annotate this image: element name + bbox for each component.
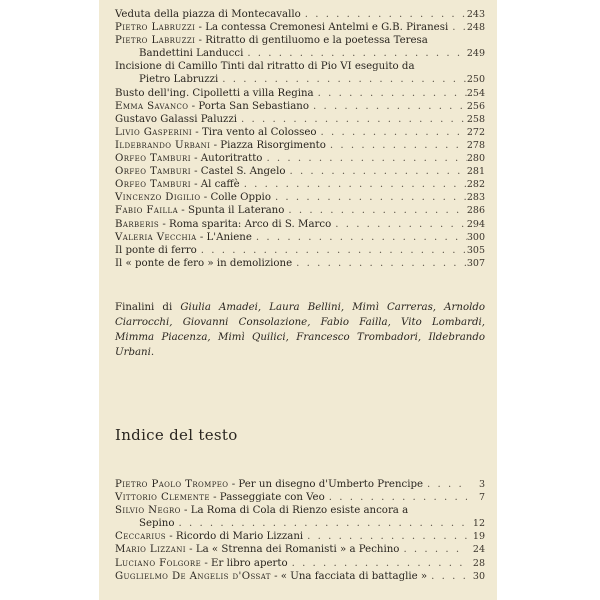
index-entry [115,191,485,204]
entry-page-number: 19 [472,531,485,543]
index-entry [115,557,485,570]
entry-line [115,504,485,517]
entry-continuation-line [115,73,485,86]
entry-author: Pietro Labruzzi [115,22,196,34]
entry-line [115,126,485,139]
entry-author: Guglielmo De Angelis d'Ossat [115,570,271,582]
index-entry [115,152,485,165]
entry-page-number: 294 [466,218,485,230]
entry-page-number: 283 [466,192,485,204]
entry-line [115,8,485,21]
entry-title: - Porta San Sebastiano [188,100,309,112]
entry-page-number: 281 [466,166,485,178]
entry-line [115,60,485,73]
entry-author: Livio Gasperini [115,126,193,138]
entry-text [115,478,423,491]
entry-page-number: 243 [466,9,485,20]
entry-text [115,8,301,21]
dot-leader [317,126,467,139]
entry-title: - La « Strenna dei Romanisti » a Pechino [185,544,400,556]
index-entry [115,8,485,21]
index-entry [115,34,485,60]
entry-text [115,543,399,556]
entry-author: Orfeo Tamburi [115,153,191,165]
entry-page-number: 258 [466,113,485,125]
entry-line [115,100,485,113]
entry-author: Orfeo Tamburi [115,166,191,178]
entry-line [115,152,485,165]
entry-page-number: 3 [478,479,485,490]
index-entry [115,126,485,139]
entry-line [115,139,485,152]
entry-author: Orfeo Tamburi [115,179,191,191]
entry-page-number: 254 [466,87,485,99]
entry-title: - La contessa Cremonesi Antelmi e G.B. Piranesi [195,22,449,34]
entry-page-number: 280 [466,153,485,165]
entry-text [115,491,325,504]
entry-line [115,178,485,191]
entry-page-number: 30 [472,570,485,582]
entry-author: Mario Lizzani [115,544,186,556]
entry-title: - Roma sparita: Arco di S. Marco [159,218,332,230]
entry-author: Silvio Negro [115,505,181,517]
index-entry [115,204,485,217]
entry-line [115,218,485,231]
entry-page-number: 24 [472,544,485,556]
entry-page-number: 12 [472,518,485,530]
index-entry [115,570,485,583]
entry-text [115,244,197,257]
entry-line [115,478,485,491]
dot-leader [285,165,466,178]
entry-author: Barberis [115,218,160,230]
entry-page-number: 248 [466,22,485,34]
entry-text [115,178,240,191]
entry-line [115,244,485,257]
entry-author: Emma Savanco [115,100,189,112]
entry-page-number: 7 [478,492,485,504]
dot-leader [288,557,467,570]
finalini-paragraph [115,300,485,360]
entry-line [115,21,485,34]
dot-leader [325,491,467,504]
finalini-names: Giulia Amadei, Laura Bellini, Mimì Carreras, Arnoldo Ciarrocchi, Giovanni Consolazione, Fabio Failla, Vito Lombardi, Mimma Piacenza, Mimì Quilici, Francesco Trombadori, Ildebrando Urbani. [115,302,485,358]
dot-leader [423,478,467,491]
book-page [99,0,497,600]
entry-line [115,257,485,270]
entry-text [115,218,331,231]
dot-leader [309,100,467,113]
entry-author: Pietro Paolo Trompeo [115,479,229,490]
text-index [115,478,485,583]
dot-leader [243,47,467,60]
entry-title: - L'Aniene [196,231,252,243]
entry-page-number: 249 [466,48,485,60]
entry-title: - Spunta il Laterano [178,205,285,217]
dot-leader [303,530,467,543]
entry-title: - Castel S. Angelo [190,166,286,178]
entry-continuation: Bandettini Landucci [139,48,244,60]
index-entry [115,87,485,100]
entry-text [115,557,288,570]
entry-author: Luciano Folgore [115,557,202,569]
dot-leader [331,218,467,231]
entry-line [115,570,485,583]
entry-author: Vincenzo Digilio [115,192,201,204]
entry-page-number: 300 [466,231,485,243]
entry-title: - Tira vento al Colosseo [192,126,317,138]
dot-leader [271,191,467,204]
index-entry [115,504,485,530]
entry-text [115,530,303,543]
index-entry [115,21,485,34]
dot-leader [301,8,467,21]
text-index-heading: Indice del testo [115,426,238,444]
entry-author: Ildebrando Urbani [115,139,211,151]
entry-author: Vittorio Clemente [115,492,210,504]
entry-line [115,113,485,126]
entry-title: - Er libro aperto [201,557,288,569]
dot-leader [314,87,467,100]
index-entry [115,60,485,86]
entry-page-number: 272 [466,126,485,138]
entry-line [115,87,485,100]
finalini-prefix: Finalini di [115,302,181,313]
entry-text [115,257,292,270]
entry-title: Busto dell'ing. Cipolletti a villa Regina [115,87,314,99]
entry-title: - Ricordo di Mario Lizzani [166,531,304,543]
entry-title: Il « ponte de fero » in demolizione [115,257,293,269]
entry-title: Il ponte di ferro [115,244,197,256]
entry-continuation-line [115,47,485,60]
index-entry [115,257,485,270]
entry-title: - Autoritratto [190,153,263,165]
entry-page-number: 305 [466,244,485,256]
entry-line [115,530,485,543]
entry-page-number: 307 [466,257,485,269]
dot-leader [448,21,467,34]
entry-text [115,191,271,204]
entry-line [115,543,485,556]
entry-line [115,191,485,204]
entry-continuation-line [115,517,485,530]
entry-text [115,139,326,152]
entry-page-number: 278 [466,139,485,151]
entry-text [115,87,314,100]
index-entry [115,218,485,231]
entry-author: Fabio Failla [115,205,179,217]
entry-text [115,504,408,517]
entry-title: Incisione di Camillo Tinti dal ritratto di Pio VI eseguito da [115,61,415,73]
entry-title: - Piazza Risorgimento [210,139,326,151]
index-entry [115,178,485,191]
dot-leader [326,139,467,152]
entry-page-number: 250 [466,74,485,86]
dot-leader [427,570,467,583]
entry-line [115,557,485,570]
entry-text [115,113,237,126]
dot-leader [284,204,466,217]
index-entry [115,113,485,126]
entry-text [115,165,285,178]
entry-page-number: 28 [472,557,485,569]
entry-author: Pietro Labruzzi [115,35,196,47]
index-entry [115,478,485,491]
dot-leader [197,244,467,257]
dot-leader [399,543,467,556]
index-entry [115,244,485,257]
entry-title: - Ritratto di gentiluomo e la poetessa Teresa [195,35,428,47]
index-entry [115,139,485,152]
entry-text [115,60,415,73]
index-entry [115,543,485,556]
entry-title: - « Una facciata di battaglie » [270,570,428,582]
entry-page-number: 282 [466,179,485,191]
entry-text [115,21,448,34]
illustrations-index [115,8,485,270]
entry-text [115,231,252,244]
index-entry [115,100,485,113]
entry-line [115,491,485,504]
entry-line [115,204,485,217]
dot-leader [240,178,467,191]
index-entry [115,491,485,504]
dot-leader [252,231,467,244]
index-entry [115,165,485,178]
entry-line [115,165,485,178]
entry-author: Ceccarius [115,531,167,543]
entry-title: - Colle Oppio [200,192,271,204]
entry-text [115,152,262,165]
entry-author: Valeria Vecchia [115,231,197,243]
entry-line [115,34,485,47]
dot-leader [292,257,467,270]
entry-text [115,204,284,217]
entry-page-number: 256 [466,100,485,112]
entry-text [115,570,427,583]
entry-text [115,100,309,113]
dot-leader [237,113,467,126]
dot-leader [262,152,466,165]
entry-title: - Passeggiate con Veo [209,492,325,504]
entry-title: Veduta della piazza di Montecavallo [115,9,301,20]
entry-text [115,126,317,139]
entry-line [115,231,485,244]
index-entry [115,530,485,543]
entry-continuation: Pietro Labruzzi [139,74,219,86]
dot-leader [174,517,467,530]
entry-continuation: Sepino [139,518,175,530]
index-entry [115,231,485,244]
entry-title: - Al caffè [190,179,240,191]
dot-leader [218,73,467,86]
entry-title: - Per un disegno d'Umberto Prencipe [228,479,424,490]
entry-title: - La Roma di Cola di Rienzo esiste ancora a [180,505,409,517]
entry-text [115,34,428,47]
entry-title: Gustavo Galassi Paluzzi [115,113,238,125]
entry-page-number: 286 [466,205,485,217]
